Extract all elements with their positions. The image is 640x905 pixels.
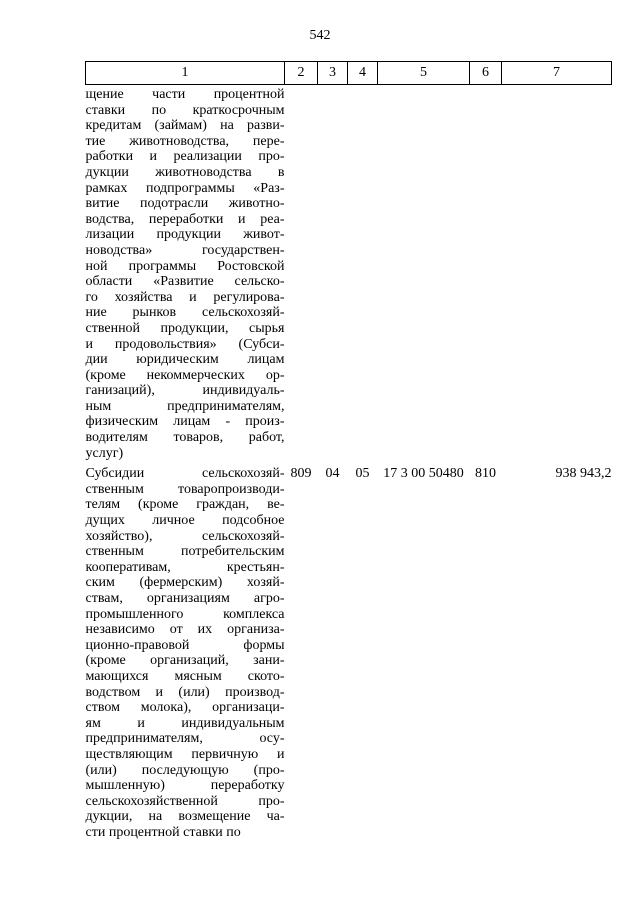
description-line: (или) последующую (про-	[85, 762, 285, 778]
cell-amount: 938 943,2	[555, 466, 612, 482]
cell-expense-type	[470, 85, 502, 462]
description-line: хозяйство), сельскохозяй-	[85, 528, 285, 544]
description-line: ным предпринимателям,	[85, 398, 285, 414]
description-line: и продовольствия» (Субси-	[85, 336, 285, 352]
description-line: Субсидии сельскохозяй-	[85, 466, 285, 482]
column-header: 5	[378, 62, 470, 85]
cell-ministry-code	[285, 85, 318, 462]
description-line: витие подотрасли животно-	[85, 196, 285, 212]
description-line: предпринимателям, осу-	[85, 731, 285, 747]
description-line: физическим лицам - произ-	[85, 414, 285, 430]
description-line: ственным потребительским	[85, 544, 285, 560]
cell-ministry-code: 809	[290, 466, 312, 482]
description-line: телям (кроме граждан, ве-	[85, 497, 285, 513]
cell-target-code: 17 3 00 50480	[383, 466, 464, 482]
description-line: ной программы Ростовской	[85, 258, 285, 274]
column-header: 1	[86, 62, 285, 85]
description-line: ям и индивидуальным	[85, 715, 285, 731]
description-line: водства, переработки и реа-	[85, 211, 285, 227]
table-row	[86, 461, 612, 840]
description-line: дукции, на возмещение ча-	[85, 809, 285, 825]
description-line: дущих личное подсобное	[85, 513, 285, 529]
description-line: водителям товаров, работ,	[85, 430, 285, 446]
description-line: щение части процентной	[85, 87, 285, 102]
budget-table	[85, 61, 612, 841]
description-line: ганизаций), индивидуаль-	[85, 383, 285, 399]
cell-expense-type: 810	[475, 466, 496, 482]
description-line: ственной продукции, сырья	[85, 320, 285, 336]
description-line: ществляющим первичную и	[85, 746, 285, 762]
description-line: области «Развитие сельско-	[85, 274, 285, 290]
description-line: ние рынков сельскохозяй-	[85, 305, 285, 321]
cell-section-code	[318, 85, 348, 462]
column-header: 6	[470, 62, 502, 85]
cell-subsection-code	[348, 85, 378, 462]
description-line: дукции животноводства в	[85, 164, 285, 180]
description-line: сельскохозяйственной про-	[85, 793, 285, 809]
description-line: (кроме организаций, зани-	[85, 653, 285, 669]
description-line: мающихся мясным ското-	[85, 668, 285, 684]
description-line: ционно-правовой формы	[85, 637, 285, 653]
description-line: мышленную) переработку	[85, 778, 285, 794]
description-line: услуг)	[85, 445, 124, 461]
description-line: дии юридическим лицам	[85, 352, 285, 368]
description-line: (кроме некоммерческих ор-	[85, 367, 285, 383]
description-line: работки и реализации про-	[85, 149, 285, 165]
column-header: 7	[502, 62, 612, 85]
description-line: тие животноводства, пере-	[85, 133, 285, 149]
description-line: ставки по краткосрочным	[85, 102, 285, 118]
description-line: кооперативам, крестьян-	[85, 559, 285, 575]
cell-amount	[502, 85, 612, 462]
row-description	[86, 461, 285, 840]
description-line: водством и (или) производ-	[85, 684, 285, 700]
cell-subsection-code: 05	[355, 466, 370, 482]
column-header: 2	[285, 62, 318, 85]
cell-section-code: 04	[325, 466, 340, 482]
description-line: го хозяйства и регулирова-	[85, 289, 285, 305]
description-line: ским (фермерским) хозяй-	[85, 575, 285, 591]
description-line: ствам, организациям агро-	[85, 591, 285, 606]
description-line: лизации продукции живот-	[85, 227, 285, 243]
description-line: рамках подпрограммы «Раз-	[85, 180, 285, 196]
column-header: 3	[318, 62, 348, 85]
page-number: 542	[309, 28, 331, 43]
description-line: кредитам (займам) на разви-	[85, 118, 285, 134]
table-row	[86, 85, 612, 462]
description-line: новодства» государствен-	[85, 242, 285, 258]
description-line: независимо от их организа-	[85, 622, 285, 638]
row-description	[86, 85, 285, 462]
description-line: сти процентной ставки по	[85, 824, 241, 840]
cell-target-code	[378, 85, 470, 462]
table-header-row	[86, 62, 612, 85]
description-line: ством молока), организаци-	[85, 700, 285, 716]
column-header: 4	[348, 62, 378, 85]
description-line: ственным товаропроизводи-	[85, 481, 285, 497]
description-line: промышленного комплекса	[85, 606, 285, 622]
